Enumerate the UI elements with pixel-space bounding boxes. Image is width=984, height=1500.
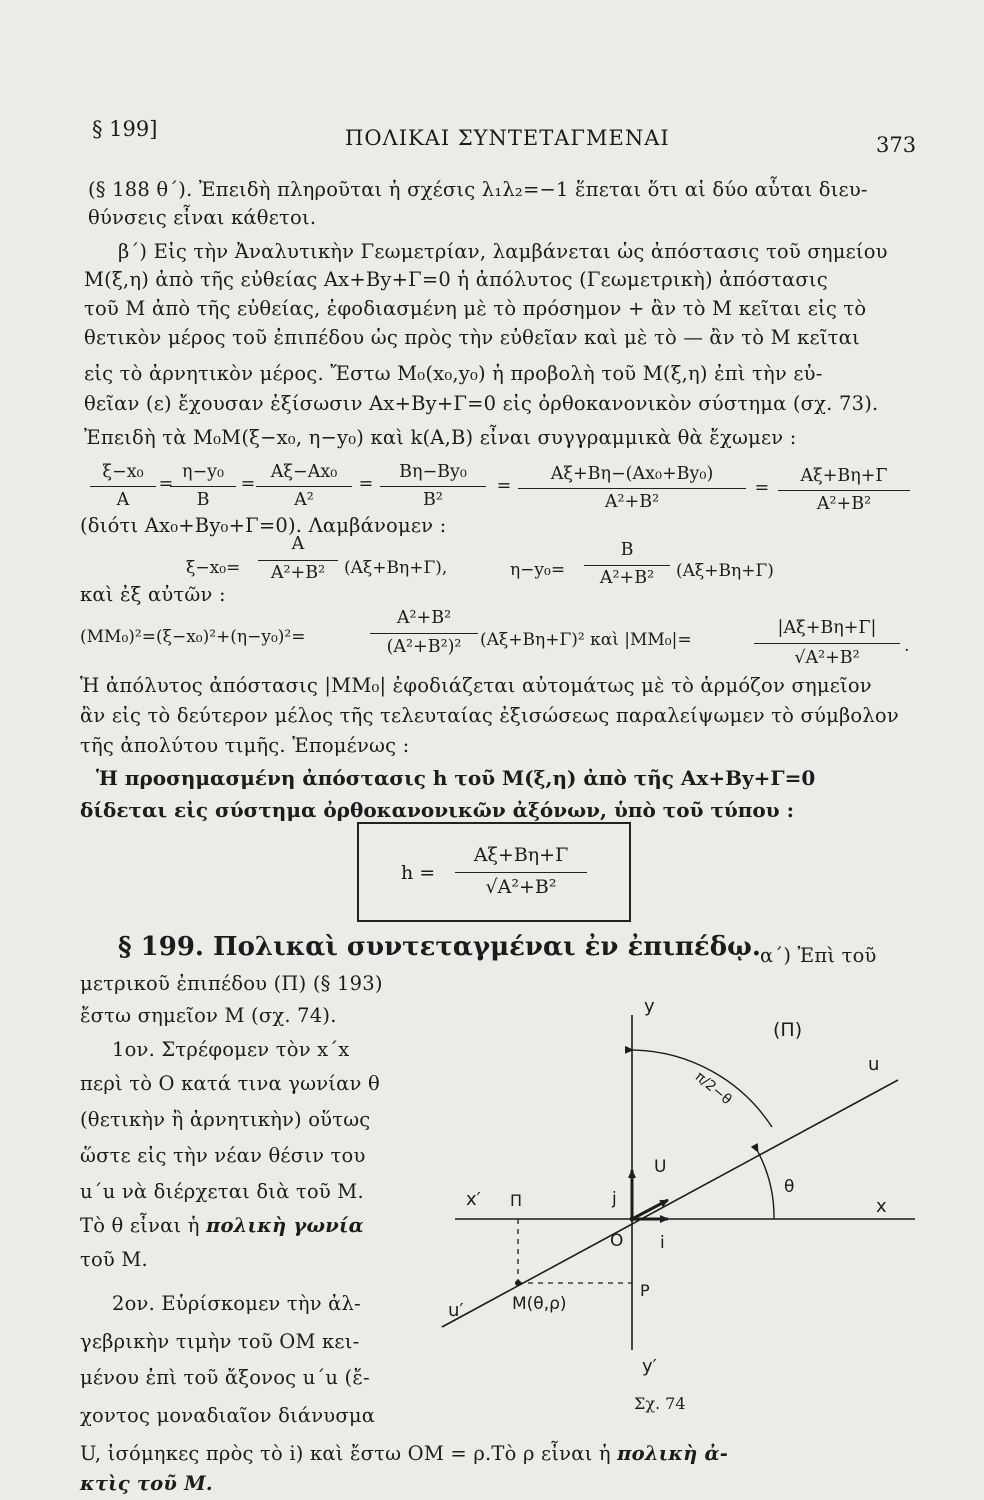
fig-y-label: y [644, 996, 655, 1017]
s199-line-13: χοντος μοναδιαῖον διάνυσμα [80, 1404, 376, 1427]
eq1-frac6-num: Aξ+Bη+Γ [800, 466, 888, 486]
fig-caption: Σχ. 74 [634, 1394, 686, 1413]
s199-line-3: 1ον. Στρέφομεν τὸν x΄x [112, 1038, 350, 1061]
eq1-frac1-den: A [116, 490, 130, 510]
fig-j-label: j [612, 1189, 617, 1209]
eq1-eq-3: = [358, 474, 374, 494]
fig-U-label: U [654, 1157, 667, 1177]
boxed-num: Aξ+Bη+Γ [473, 844, 569, 866]
header-section: § 199] [92, 117, 158, 141]
para2-line-5: εἰς τὸ ἀρνητικὸν μέρος. Ἔστω Μ₀(x₀,y₀) ἡ προβολὴ τοῦ Μ(ξ,η) ἐπὶ τὴν εὐ- [84, 362, 823, 385]
s199-line-7: u΄u νὰ διέρχεται διὰ τοῦ Μ. [80, 1180, 364, 1203]
fig-origin-label: O [610, 1231, 624, 1251]
para1-line-1: (§ 188 θ΄). Ἐπειδὴ πληροῦται ἡ σχέσις λ₁λ₂=−1 ἕπεται ὅτι αἱ δύο αὗται διευ- [88, 178, 868, 201]
eq2-lhs2: η−y₀= [510, 560, 566, 580]
s199-final-line: κτὶς τοῦ Μ. [80, 1472, 213, 1495]
para1-line-2: θύνσεις εἶναι κάθετοι. [88, 206, 317, 229]
angle-theta-arc [758, 1152, 774, 1219]
fig-i-label: i [660, 1233, 665, 1253]
eq2-den1: A²+B² [270, 563, 326, 583]
after-eq1-line: (διότι Ax₀+By₀+Γ=0). Λαμβάνομεν : [80, 514, 447, 537]
eq1-frac6-den: A²+B² [816, 494, 872, 514]
boxed-lhs: h = [401, 862, 436, 884]
para2-line-2: Μ(ξ,η) ἀπὸ τῆς εὐθείας Ax+By+Γ=0 ἡ ἀπόλυτος (Γεωμετρικὴ) ἀπόστασις [84, 268, 828, 291]
fig-u-prime-label: u′ [448, 1300, 464, 1321]
eq3-dot: . [904, 636, 910, 656]
eq1-eq-1: = [158, 474, 174, 494]
s199-line-8-text: Τὸ θ εἶναι ἡ [80, 1214, 200, 1237]
kai-ex-line: καὶ ἐξ αὐτῶν : [80, 583, 226, 606]
para3-line-2: ἂν εἰς τὸ δεύτερον μέλος τῆς τελευταίας ἐξισώσεως παραλείψωμεν τὸ σύμβολον [80, 704, 899, 727]
eq1-frac2-num: η−y₀ [181, 462, 225, 482]
eq1-eq-5: = [754, 478, 770, 498]
fig-angle-label: π/2−θ [691, 1068, 735, 1109]
s199-line-6: ὥστε εἰς τὴν νέαν θέσιν του [80, 1144, 366, 1167]
para3-line-3: τῆς ἀπολύτου τιμῆς. Ἑπομένως : [80, 734, 410, 757]
rule-line-1: Ἡ προσημασμένη ἀπόστασις h τοῦ Μ(ξ,η) ἀπὸ τῆς Ax+By+Γ=0 [96, 766, 816, 790]
page-number: 373 [876, 133, 917, 157]
eq2-rhs2: (Aξ+Bη+Γ) [676, 561, 774, 581]
polar-radius-term: πολικὴ ἀ- [617, 1442, 729, 1465]
fig-plane-label: (Π) [773, 1019, 803, 1041]
fig-P-label: P [640, 1281, 650, 1300]
eq1-frac1-num: ξ−x₀ [102, 462, 144, 482]
s199-line-5: (θετικὴν ἢ ἀρνητικὴν) οὕτως [80, 1108, 371, 1131]
s199-last-line-text: U, ἰσόμηκες πρὸς τὸ i) καὶ ἔστω OM = ρ.Τὸ ρ εἶναι ἡ [80, 1442, 611, 1465]
para2-line-3: τοῦ Μ ἀπὸ τῆς εὐθείας, ἐφοδιασμένη μὲ τὸ πρόσημον + ἂν τὸ Μ κεῖται εἰς τὸ [84, 297, 867, 320]
eq1-frac3-num: Aξ−Ax₀ [270, 462, 338, 482]
header-title: ΠΟΛΙΚΑΙ ΣΥΝΤΕΤΑΓΜΕΝΑΙ [345, 126, 670, 150]
s199-line-4: περὶ τὸ Ο κατά τινα γωνίαν θ [80, 1072, 380, 1095]
para3-line-1: Ἡ ἀπόλυτος ἀπόστασις |MM₀| ἐφοδιάζεται αὐτομάτως μὲ τὸ ἁρμόζον σημεῖον [80, 674, 872, 697]
eq1-frac2-den: B [196, 490, 210, 510]
eq3-den2: √A²+B² [794, 648, 860, 668]
eq1-frac4-den: B² [423, 490, 443, 510]
eq2-rhs1: (Aξ+Bη+Γ), [344, 558, 448, 578]
eq3-lhs: (MM₀)²=(ξ−x₀)²+(η−y₀)²= [80, 627, 306, 647]
polar-angle-term: πολικὴ γωνία [206, 1214, 364, 1237]
boxed-den: √A²+B² [485, 876, 557, 898]
s199-line-1: μετρικοῦ ἐπιπέδου (Π) (§ 193) [80, 972, 383, 995]
eq1-frac5-num: Aξ+Bη−(Ax₀+By₀) [550, 464, 714, 484]
eq3-num: A²+B² [396, 608, 452, 628]
para2-line-7: Ἐπειδὴ τὰ M₀M(ξ−x₀, η−y₀) καὶ k(A,B) εἶναι συγγραμμικὰ θὰ ἔχωμεν : [84, 426, 797, 449]
s199-line-11: γεβρικὴν τιμὴν τοῦ OM κει- [80, 1330, 360, 1353]
vector-U [632, 1200, 668, 1219]
fig-theta-label: θ [784, 1177, 795, 1197]
fig-y-prime-label: y′ [642, 1356, 657, 1377]
eq1-eq-4: = [496, 476, 512, 496]
eq2-lhs1: ξ−x₀= [186, 558, 241, 578]
fig-x-label: x [876, 1196, 887, 1217]
para2-line-6: θεῖαν (ε) ἔχουσαν ἐξίσωσιν Ax+By+Γ=0 εἰς ὀρθοκανονικὸν σύστημα (σχ. 73). [84, 392, 879, 415]
para2-line-1: β΄) Εἰς τὴν Ἀναλυτικὴν Γεωμετρίαν, λαμβάνεται ὡς ἀπόστασις τοῦ σημείου [118, 240, 888, 263]
section-199-heading: § 199. Πολικαὶ συντεταγμέναι ἐν ἐπιπέδῳ. [118, 932, 761, 962]
eq2-den2: A²+B² [599, 568, 655, 588]
eq1-frac5-den: A²+B² [604, 492, 660, 512]
eq2-num1: A [291, 534, 305, 554]
fig-pi-label: Π [510, 1191, 523, 1210]
s199-line-9: τοῦ Μ. [80, 1248, 148, 1271]
fig-u-label: u [868, 1054, 880, 1075]
fig-M-label: M(θ,ρ) [512, 1294, 567, 1314]
rule-line-2: δίδεται εἰς σύστημα ὀρθοκανονικῶν ἀξόνων, ὑπὸ τοῦ τύπου : [80, 798, 794, 822]
para2-line-4: θετικὸν μέρος τοῦ ἐπιπέδου ὡς πρὸς τὴν εὐθεῖαν καὶ μὲ τὸ — ἂν τὸ Μ κεῖται [84, 326, 860, 349]
eq1-eq-2: = [240, 474, 256, 494]
eq3-rhs: (Aξ+Bη+Γ)² καὶ |MM₀|= [480, 630, 692, 650]
s199-line-10: 2ον. Εὑρίσκομεν τὴν ἀλ- [112, 1292, 361, 1315]
eq1-frac3-den: A² [294, 490, 314, 510]
eq3-num2: |Aξ+Bη+Γ| [777, 618, 877, 638]
s199-line-2: ἔστω σημεῖον Μ (σχ. 74). [80, 1004, 337, 1027]
eq1-frac4-num: Bη−By₀ [399, 462, 467, 482]
eq3-den: (A²+B²)² [386, 637, 462, 657]
eq2-num2: B [620, 540, 634, 560]
point-M [515, 1280, 521, 1286]
fig-x-prime-label: x′ [466, 1189, 481, 1210]
s199-line-12: μένου ἐπὶ τοῦ ἄξονος u΄u (ἔ- [80, 1366, 370, 1389]
section-199-heading-tail: α΄) Ἐπὶ τοῦ [760, 944, 877, 967]
